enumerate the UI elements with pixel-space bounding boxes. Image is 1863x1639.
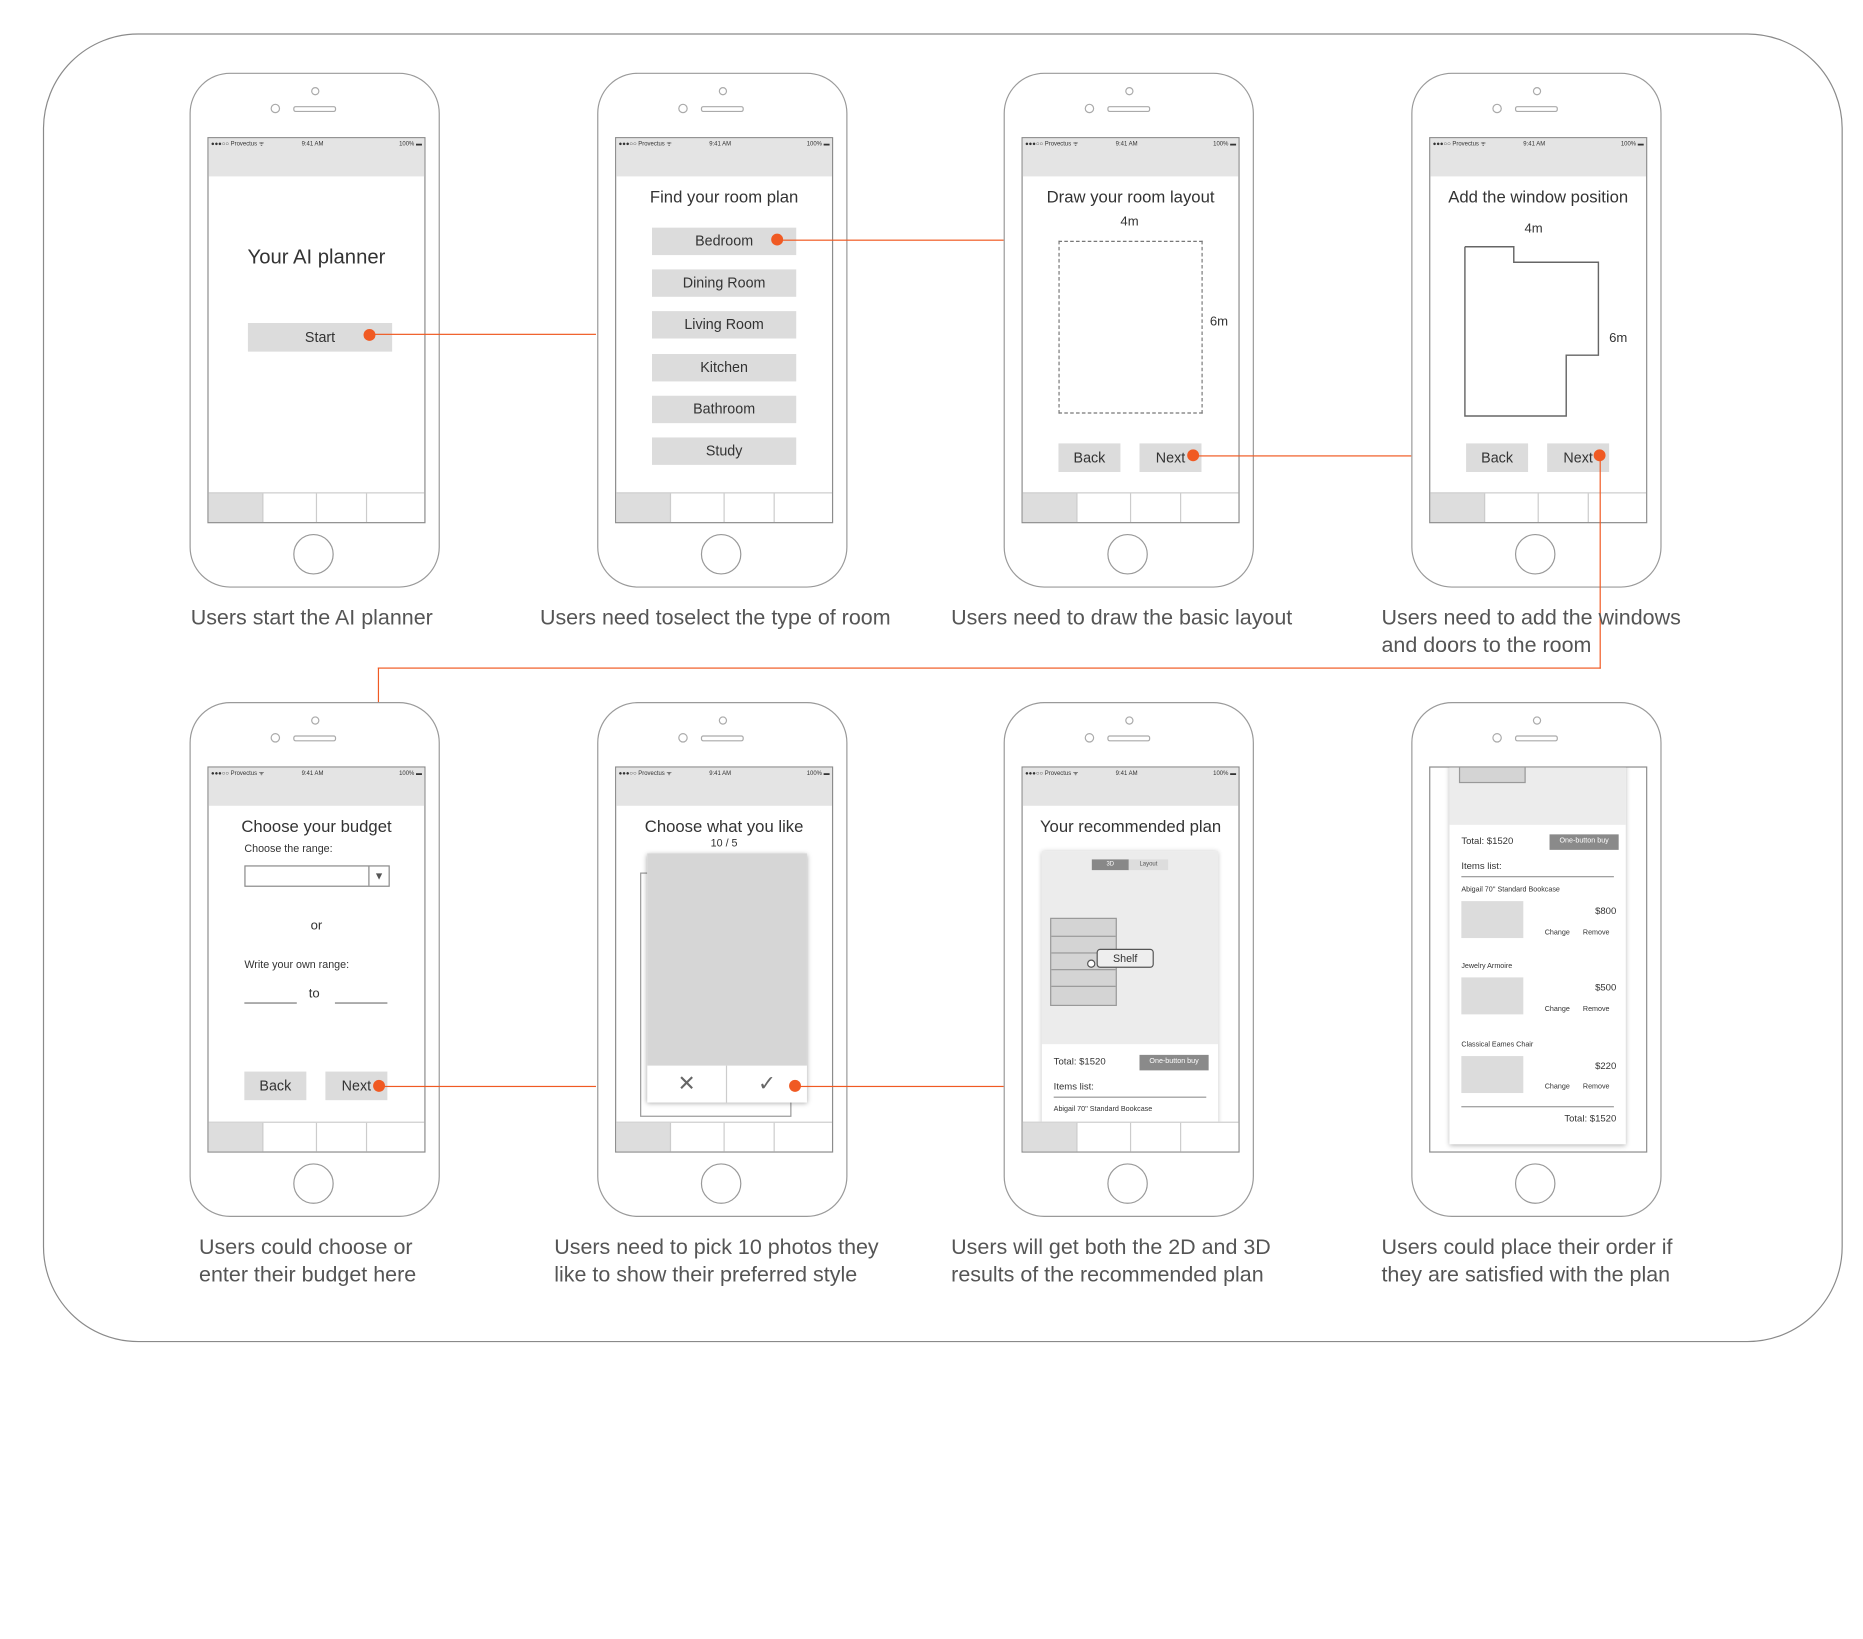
- phone-window-position: [1411, 73, 1661, 588]
- tab-bar: [209, 492, 425, 522]
- product-price: $500: [1595, 982, 1617, 993]
- phone-style-pick: [597, 702, 847, 1217]
- caption-line: Users start the AI planner: [190, 605, 433, 630]
- speaker-icon: [1107, 735, 1150, 741]
- phone-recommended-plan: [1004, 702, 1254, 1217]
- caption-line: they are satisfied with the plan: [1381, 1262, 1671, 1287]
- tab-2[interactable]: [1485, 493, 1539, 522]
- caption-line: results of the recommended plan: [951, 1262, 1264, 1287]
- camera-icon: [1533, 87, 1541, 95]
- room-option-living[interactable]: Living Room: [652, 311, 796, 338]
- connector-window-across: [378, 667, 1601, 668]
- phone-budget: [190, 702, 440, 1217]
- caption-line: and doors to the room: [1381, 632, 1592, 657]
- status-bar: [616, 138, 832, 176]
- back-button[interactable]: Back: [244, 1072, 306, 1101]
- tab-1[interactable]: [1023, 493, 1078, 522]
- product-thumbnail: [1461, 1056, 1523, 1093]
- range-select[interactable]: [244, 865, 389, 886]
- home-button[interactable]: [293, 1163, 334, 1204]
- sensor-icon: [678, 733, 688, 743]
- home-button[interactable]: [1107, 1163, 1148, 1204]
- shelf-tooltip: Shelf: [1097, 949, 1154, 968]
- phone-start: [190, 73, 440, 588]
- caption-layout: [951, 604, 1292, 631]
- remove-link[interactable]: Remove: [1582, 1083, 1610, 1091]
- height-label: 6m: [1609, 331, 1628, 346]
- tab-bar: [616, 492, 832, 522]
- battery: 100% ▬: [399, 140, 422, 148]
- caption-start: [191, 604, 433, 631]
- next-button[interactable]: Next: [1547, 443, 1609, 472]
- carrier: ●●●○○ Provectus ᯤ: [210, 769, 265, 778]
- room-option-dining[interactable]: Dining Room: [652, 269, 796, 296]
- product-thumbnail: [1461, 977, 1523, 1014]
- tab-bar: [1023, 492, 1239, 522]
- max-input[interactable]: [335, 1002, 387, 1003]
- tab-2[interactable]: [263, 1123, 317, 1152]
- remove-link[interactable]: Remove: [1582, 929, 1610, 937]
- clock: 9:41 AM: [1523, 140, 1546, 148]
- status-bar: [1430, 138, 1646, 176]
- hotspot-bedroom: [771, 234, 783, 246]
- clock: 9:41 AM: [301, 140, 324, 148]
- caption-room-type: [540, 604, 891, 631]
- caption-line: Users could choose or: [199, 1234, 413, 1259]
- home-button[interactable]: [701, 534, 742, 575]
- tab-bar: [616, 1122, 832, 1152]
- first-item: Abigail 70'' Standard Bookcase: [1053, 1106, 1153, 1114]
- hotspot-icon[interactable]: [1087, 960, 1095, 968]
- range-label: Choose the range:: [244, 842, 333, 855]
- connector-window-budget: [378, 667, 379, 702]
- tab-3d[interactable]: 3D: [1092, 859, 1129, 870]
- speaker-icon: [1107, 106, 1150, 112]
- caption-plan: [951, 1234, 1271, 1289]
- tab-2[interactable]: [671, 1123, 725, 1152]
- phone-draw-layout: [1004, 73, 1254, 588]
- caption-line: Users need toselect the type of room: [539, 605, 891, 630]
- tab-2[interactable]: [1078, 1123, 1132, 1152]
- home-button[interactable]: [293, 534, 334, 575]
- tab-bar: [209, 1122, 425, 1152]
- back-button[interactable]: Back: [1058, 443, 1120, 472]
- one-button-buy[interactable]: One-button buy: [1550, 834, 1619, 849]
- screen-style-pick: [615, 766, 833, 1152]
- footer-total: Total: $1520: [1564, 1113, 1617, 1125]
- home-button[interactable]: [1515, 1163, 1556, 1204]
- one-button-buy[interactable]: One-button buy: [1140, 1055, 1209, 1070]
- hotspot-budget-next: [373, 1080, 385, 1092]
- caption-order: [1381, 1234, 1672, 1289]
- connector-room-layout: [782, 240, 1004, 241]
- screen-recommended-plan: [1022, 766, 1240, 1152]
- sensor-icon: [271, 733, 281, 743]
- carrier: ●●●○○ Provectus ᯤ: [210, 140, 265, 148]
- tab-1[interactable]: [616, 493, 671, 522]
- screen-budget: [207, 766, 425, 1152]
- status-bar: [1023, 138, 1239, 176]
- clock: 9:41 AM: [1115, 140, 1138, 148]
- total-label: Total: $1520: [1053, 1056, 1106, 1067]
- change-link[interactable]: Change: [1544, 929, 1570, 937]
- battery: 100% ▬: [806, 769, 830, 778]
- own-range-label: Write your own range:: [244, 958, 350, 971]
- next-button[interactable]: Next: [325, 1072, 387, 1101]
- divider: [1054, 1097, 1207, 1098]
- start-button[interactable]: Start: [248, 323, 392, 352]
- divider: [1461, 1106, 1614, 1107]
- caption-line: Users need to draw the basic layout: [951, 605, 1293, 630]
- page-title: Choose what you like: [644, 816, 804, 836]
- or-label: or: [310, 918, 323, 934]
- clock: 9:41 AM: [709, 140, 732, 148]
- photo-image: [647, 853, 807, 1065]
- battery: 100% ▬: [1213, 140, 1237, 148]
- sensor-icon: [678, 104, 688, 114]
- camera-icon: [1125, 716, 1133, 724]
- status-bar: [1023, 768, 1239, 806]
- change-link[interactable]: Change: [1544, 1006, 1570, 1014]
- caption-line: Users need to pick 10 photos they: [554, 1234, 879, 1259]
- tab-bar: [1023, 1122, 1239, 1152]
- carrier: ●●●○○ Provectus ᯤ: [618, 140, 672, 148]
- plan-card: [1042, 851, 1218, 1125]
- connector-style-plan: [800, 1086, 1004, 1087]
- hotspot-window-next: [1594, 449, 1606, 461]
- product-name: Abigail 70'' Standard Bookcase: [1461, 886, 1560, 894]
- min-input[interactable]: [244, 1002, 296, 1003]
- screen-draw-layout: [1022, 137, 1240, 523]
- room-option-kitchen[interactable]: Kitchen: [652, 354, 796, 381]
- sensor-icon: [1492, 733, 1502, 743]
- home-button[interactable]: [1515, 534, 1556, 575]
- camera-icon: [311, 87, 319, 95]
- tab-1[interactable]: [209, 493, 264, 522]
- next-button[interactable]: Next: [1140, 443, 1202, 472]
- speaker-icon: [1515, 735, 1558, 741]
- tab-2[interactable]: [263, 493, 317, 522]
- tab-3[interactable]: [725, 1123, 775, 1152]
- camera-icon: [719, 716, 727, 724]
- to-label: to: [308, 986, 320, 1002]
- order-card: [1449, 766, 1625, 1144]
- tab-layout[interactable]: Layout: [1129, 859, 1168, 870]
- tab-1[interactable]: [209, 1123, 264, 1152]
- remove-link[interactable]: Remove: [1582, 1006, 1610, 1014]
- connector-budget-style: [384, 1086, 596, 1087]
- height-label: 6m: [1209, 314, 1229, 329]
- width-label: 4m: [1120, 214, 1139, 229]
- page-title: Find your room plan: [649, 187, 799, 207]
- tab-3[interactable]: [725, 493, 775, 522]
- total-label: Total: $1520: [1461, 835, 1514, 847]
- screen-order: [1429, 766, 1647, 1152]
- product-thumbnail: [1461, 901, 1523, 938]
- connector-layout-window: [1198, 455, 1411, 456]
- caption-line: enter their budget here: [199, 1262, 417, 1287]
- clock: 9:41 AM: [301, 769, 324, 778]
- page-title: Choose your budget: [241, 816, 392, 836]
- hotspot-layout-next: [1187, 449, 1199, 461]
- tab-3[interactable]: [1539, 493, 1589, 522]
- speaker-icon: [701, 735, 744, 741]
- battery: 100% ▬: [806, 140, 830, 148]
- screen-window-position: [1429, 137, 1647, 523]
- page-title: Your AI planner: [247, 245, 386, 269]
- tab-3[interactable]: [1131, 493, 1181, 522]
- room-option-study[interactable]: Study: [652, 437, 796, 464]
- carrier: ●●●○○ Provectus ᯤ: [1025, 140, 1079, 148]
- tab-bar: [1430, 492, 1646, 522]
- tab-1[interactable]: [1430, 493, 1485, 522]
- page-title: Add the window position: [1448, 187, 1629, 207]
- camera-icon: [719, 87, 727, 95]
- sensor-icon: [1085, 104, 1095, 114]
- reject-icon[interactable]: ✕: [647, 1066, 727, 1103]
- tab-2[interactable]: [1078, 493, 1132, 522]
- screen-start: [207, 137, 425, 523]
- carrier: ●●●○○ Provectus ᯤ: [618, 769, 672, 778]
- change-link[interactable]: Change: [1544, 1083, 1570, 1091]
- chevron-down-icon[interactable]: ▼: [368, 867, 388, 886]
- sensor-icon: [1085, 733, 1095, 743]
- phone-order: [1411, 702, 1661, 1217]
- room-canvas[interactable]: [1058, 241, 1202, 414]
- caption-line: Users need to add the windows: [1381, 605, 1681, 630]
- room-option-bathroom[interactable]: Bathroom: [652, 396, 796, 423]
- speaker-icon: [293, 735, 336, 741]
- speaker-icon: [701, 106, 744, 112]
- speaker-icon: [293, 106, 336, 112]
- product-price: $800: [1595, 905, 1617, 917]
- product-name: Classical Eames Chair: [1461, 1041, 1534, 1049]
- status-bar: [209, 768, 425, 806]
- items-label: Items list:: [1461, 860, 1502, 872]
- status-bar: [616, 768, 832, 806]
- hotspot-accept: [789, 1080, 801, 1092]
- page-title: Draw your room layout: [1046, 187, 1215, 207]
- carrier: ●●●○○ Provectus ᯤ: [1432, 140, 1486, 148]
- speaker-icon: [1515, 106, 1558, 112]
- sensor-icon: [271, 104, 281, 114]
- clock: 9:41 AM: [1115, 769, 1138, 778]
- caption-style: [554, 1234, 878, 1289]
- screen-room-type: [615, 137, 833, 523]
- page-title: Your recommended plan: [1039, 816, 1222, 836]
- clock: 9:41 AM: [709, 769, 732, 778]
- caption-window: [1381, 604, 1680, 659]
- caption-budget: [199, 1234, 416, 1289]
- tab-3[interactable]: [317, 493, 367, 522]
- tab-1[interactable]: [616, 1123, 671, 1152]
- caption-line: like to show their preferred style: [554, 1262, 858, 1287]
- camera-icon: [1125, 87, 1133, 95]
- shelf-model: [1459, 766, 1526, 783]
- sensor-icon: [1492, 104, 1502, 114]
- status-bar: [209, 138, 425, 176]
- camera-icon: [1533, 716, 1541, 724]
- room-option-bedroom[interactable]: Bedroom: [652, 228, 796, 255]
- accept-icon[interactable]: ✓: [758, 1071, 777, 1096]
- caption-line: Users will get both the 2D and 3D: [951, 1234, 1271, 1259]
- tab-2[interactable]: [671, 493, 725, 522]
- home-button[interactable]: [1107, 534, 1148, 575]
- connector-start-room: [374, 334, 596, 335]
- photo-counter: 10 / 5: [710, 836, 738, 849]
- product-price: $220: [1595, 1060, 1617, 1072]
- items-label: Items list:: [1053, 1081, 1094, 1092]
- divider: [1461, 876, 1614, 877]
- tab-1[interactable]: [1023, 1123, 1078, 1152]
- back-button[interactable]: Back: [1466, 443, 1528, 472]
- home-button[interactable]: [701, 1163, 742, 1204]
- battery: 100% ▬: [1620, 140, 1644, 148]
- hotspot-start: [364, 329, 376, 341]
- battery: 100% ▬: [1213, 769, 1237, 778]
- room-outline[interactable]: [1464, 246, 1602, 419]
- phone-room-type: [597, 73, 847, 588]
- width-label: 4m: [1524, 221, 1543, 237]
- caption-line: Users could place their order if: [1381, 1234, 1673, 1259]
- tab-3[interactable]: [317, 1123, 367, 1152]
- carrier: ●●●○○ Provectus ᯤ: [1025, 769, 1079, 778]
- tab-3[interactable]: [1131, 1123, 1181, 1152]
- battery: 100% ▬: [399, 769, 422, 778]
- photo-card[interactable]: [647, 853, 807, 1102]
- camera-icon: [311, 716, 319, 724]
- product-name: Jewelry Armoire: [1461, 963, 1513, 971]
